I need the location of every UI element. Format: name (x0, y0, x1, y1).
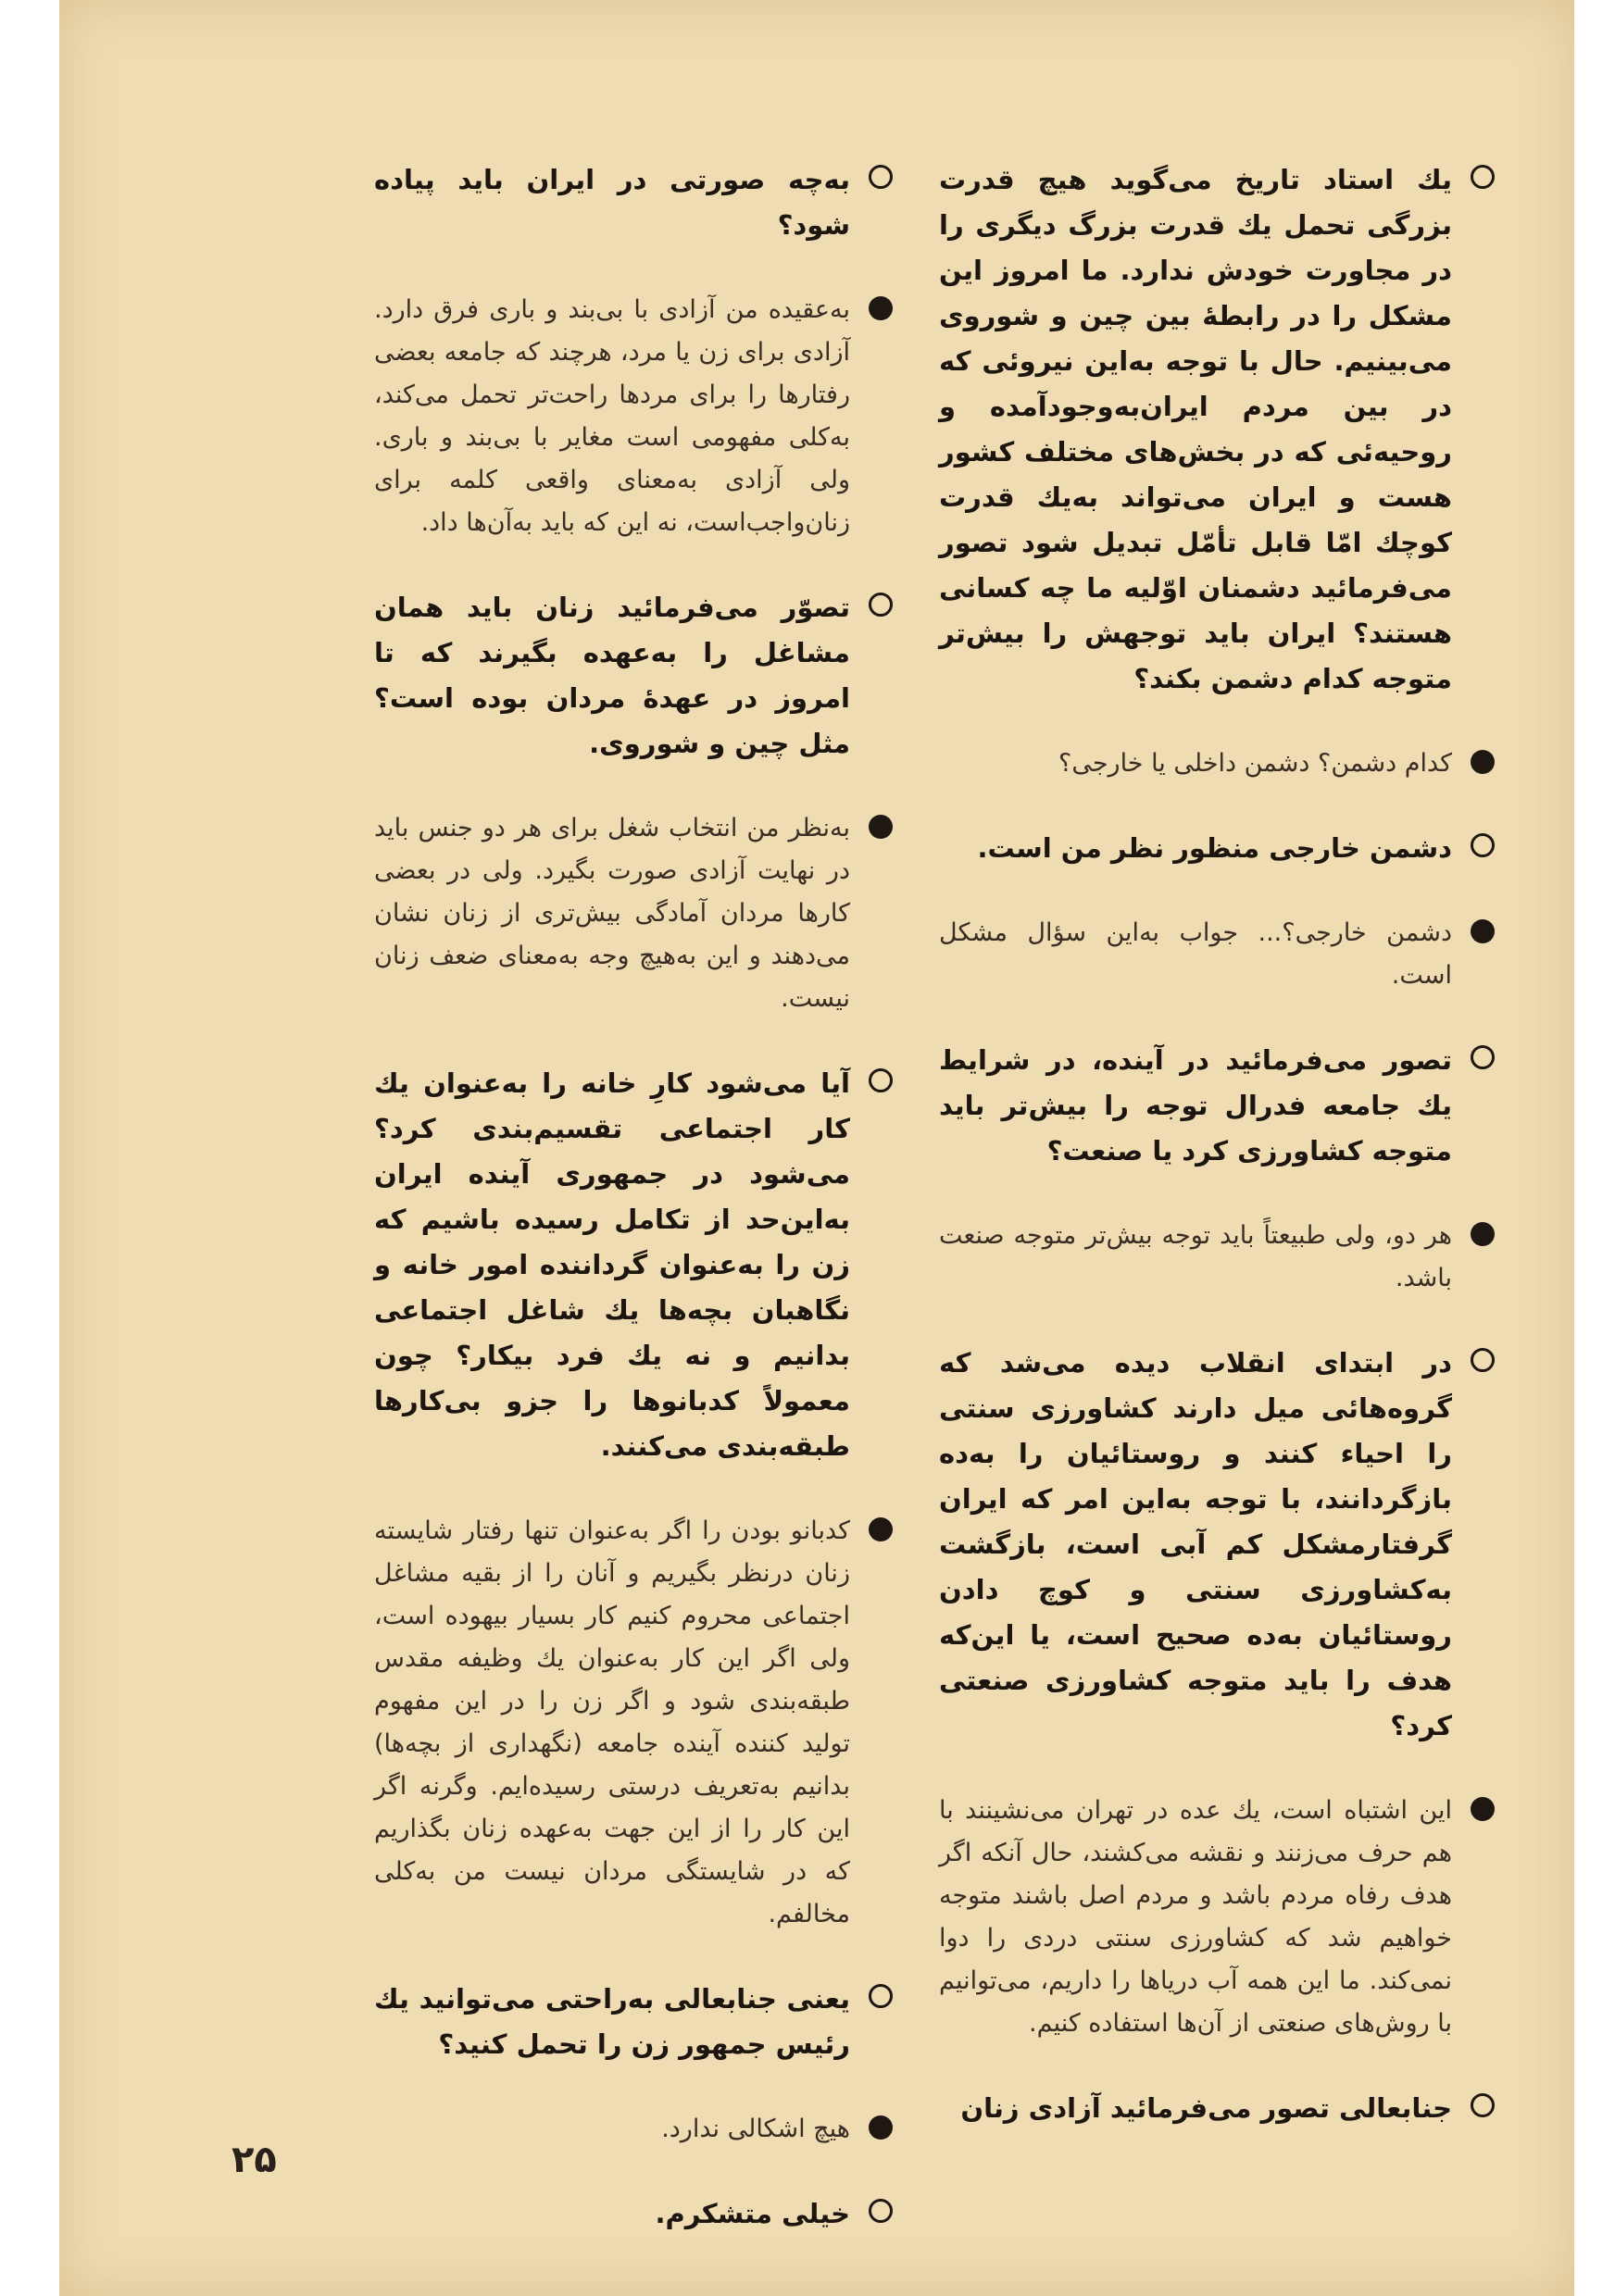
right-column (939, 157, 1495, 2172)
filled-circle-icon (869, 2115, 893, 2140)
answer-text: هر دو، ولی طبيعتاً بايد توجه بيش‌تر متوجه صنعت باشد. (939, 1221, 1452, 1292)
interview-question (939, 157, 1495, 702)
interview-question (374, 585, 893, 767)
interview-answer (374, 807, 893, 1020)
filled-circle-icon (1471, 1222, 1495, 1246)
open-circle-icon (869, 593, 893, 617)
open-circle-icon (869, 1068, 893, 1092)
open-circle-icon (869, 165, 893, 189)
interview-question (939, 2086, 1495, 2131)
open-circle-icon (1471, 165, 1495, 189)
filled-circle-icon (869, 815, 893, 839)
answer-text: به‌نظر من انتخاب شغل برای هر دو جنس بايد در نهايت آزادی صورت بگيرد. ولی در بعضی كارها مردان آمادگی بيش‌تری از زنان نشان می‌دهند و اين به‌هيچ وجه به‌معنای ضعف زنان نيست. (374, 814, 850, 1013)
interview-question (374, 1977, 893, 2067)
interview-question (374, 1061, 893, 1469)
interview-answer (939, 1790, 1495, 2045)
interview-answer (374, 1510, 893, 1936)
interview-answer (374, 289, 893, 544)
filled-circle-icon (869, 1517, 893, 1541)
interview-answer (939, 742, 1495, 785)
question-text: در ابتدای انقلاب ديده می‌شد كه گروه‌هائی ميل دارند كشاورزی سنتی را احياء كنند و روستائيان را به‌ده بازگردانند، با توجه به‌اين امر كه ايران گرفتارمشكل كم آبی است، بازگشت به‌كشاورزی سنتی و كوچ دادن روستائيان به‌ده صحيح است، يا اين‌كه هدف را بايد متوجه كشاورزی صنعتی كرد؟ (939, 1347, 1452, 1741)
page-number: ۲۵ (232, 2139, 277, 2181)
answer-text: دشمن خارجی؟... جواب به‌اين سؤال مشكل است. (939, 918, 1452, 990)
question-text: آيا می‌شود كارِ خانه را به‌عنوان يك كار اجتماعی تقسيم‌بندی كرد؟ می‌شود در جمهوری آينده ايران به‌اين‌حد از تكامل رسيده باشيم كه زن را به‌عنوان گرداننده امور خانه و نگاهبان بچه‌ها يك شاغل اجتماعی بدانيم و نه يك فرد بيكار؟ چون معمولاً كدبانوها را جزو بی‌كارها طبقه‌بندی می‌كنند. (374, 1067, 850, 1462)
question-text: به‌چه صورتی در ايران بايد پياده شود؟ (374, 164, 850, 241)
question-text: تصوّر می‌فرمائيد زنان بايد همان مشاغل را به‌عهده بگيرند كه تا امروز در عهدهٔ مردان بوده است؟ مثل چين و شوروی. (374, 592, 850, 759)
question-text: خيلی متشكرم. (655, 2198, 850, 2229)
answer-text: هيچ اشكالی ندارد. (661, 2115, 850, 2143)
question-text: يعنی جنابعالی به‌راحتی می‌توانيد يك رئيس جمهور زن را تحمل كنيد؟ (374, 1983, 850, 2060)
answer-text: اين اشتباه است، يك عده در تهران می‌نشينند با هم حرف می‌زنند و نقشه می‌كشند، حال آنكه اگر هدف رفاه مردم باشد و مردم اصل باشند متوجه خواهيم شد كه كشاورزی سنتی دردی را دوا نمی‌كند. ما اين همه آب درياها را داريم، می‌توانيم با روش‌های صنعتی از آن‌ها استفاده كنيم. (939, 1796, 1452, 2038)
filled-circle-icon (869, 296, 893, 320)
question-text: جنابعالی تصور می‌فرمائيد آزادی زنان (960, 2092, 1452, 2124)
question-text: دشمن خارجی منظور نظر من است. (977, 832, 1452, 864)
interview-answer (374, 2108, 893, 2151)
answer-text: به‌عقيده من آزادی با بی‌بند و باری فرق دارد. آزادی برای زن يا مرد، هرچند كه جامعه بعضی رفتارها را برای مردها راحت‌تر تحمل می‌كند، به‌كلی مفهومی است مغاير با بی‌بند و باری. ولی آزادی به‌معنای واقعی كلمه برای زنان‌واجب‌است، نه اين كه بايد به‌آن‌ها داد. (374, 295, 850, 537)
interview-question (939, 826, 1495, 871)
open-circle-icon (1471, 1045, 1495, 1069)
filled-circle-icon (1471, 1797, 1495, 1821)
interview-question (939, 1038, 1495, 1174)
interview-answer (939, 912, 1495, 997)
interview-question (939, 1341, 1495, 1749)
filled-circle-icon (1471, 919, 1495, 943)
answer-text: كدبانو بودن را اگر به‌عنوان تنها رفتار شايسته زنان درنظر بگيريم و آنان را از بقيه مشاغل اجتماعی محروم كنيم كار بسيار بيهوده است، ولی اگر اين كار به‌عنوان يك وظيفه مقدس طبقه‌بندی شود و اگر زن را در اين مفهوم توليد كننده آينده جامعه (نگهداری از بچه‌ها) بدانيم به‌تعريف درستی رسيده‌ايم. وگرنه اگر اين كار را از اين جهت به‌عهده زنان بگذاريم كه در شايستگی مردان نيست من به‌كلی مخالفم. (374, 1516, 850, 1928)
open-circle-icon (1471, 1348, 1495, 1372)
open-circle-icon (869, 2199, 893, 2223)
question-text: يك استاد تاريخ می‌گويد هيچ قدرت بزرگی تحمل يك قدرت بزرگ ديگری را در مجاورت خودش ندارد. ما امروز اين مشكل را در رابطهٔ بين چين و شوروی می‌بينيم. حال با توجه به‌اين نيروئی كه در بين مردم ايران‌به‌وجودآمده و روحيه‌ئی كه در بخش‌های مختلف كشور هست و ايران می‌تواند به‌يك قدرت كوچك امّا قابل تأمّل تبديل شود تصور می‌فرمائيد دشمنان اوّليه ما چه كسانی هستند؟ ايران بايد توجهش را بيش‌تر متوجه كدام دشمن بكند؟ (939, 164, 1452, 694)
interview-question (374, 157, 893, 248)
left-column (374, 157, 893, 2277)
answer-text: كدام دشمن؟ دشمن داخلی يا خارجی؟ (1058, 749, 1452, 778)
open-circle-icon (1471, 2093, 1495, 2117)
filled-circle-icon (1471, 750, 1495, 774)
open-circle-icon (1471, 833, 1495, 857)
question-text: تصور می‌فرمائيد در آينده، در شرايط يك جامعه فدرال توجه را بيش‌تر بايد متوجه كشاورزی كرد يا صنعت؟ (939, 1044, 1452, 1167)
interview-answer (939, 1215, 1495, 1300)
open-circle-icon (869, 1984, 893, 2008)
interview-question (374, 2191, 893, 2237)
